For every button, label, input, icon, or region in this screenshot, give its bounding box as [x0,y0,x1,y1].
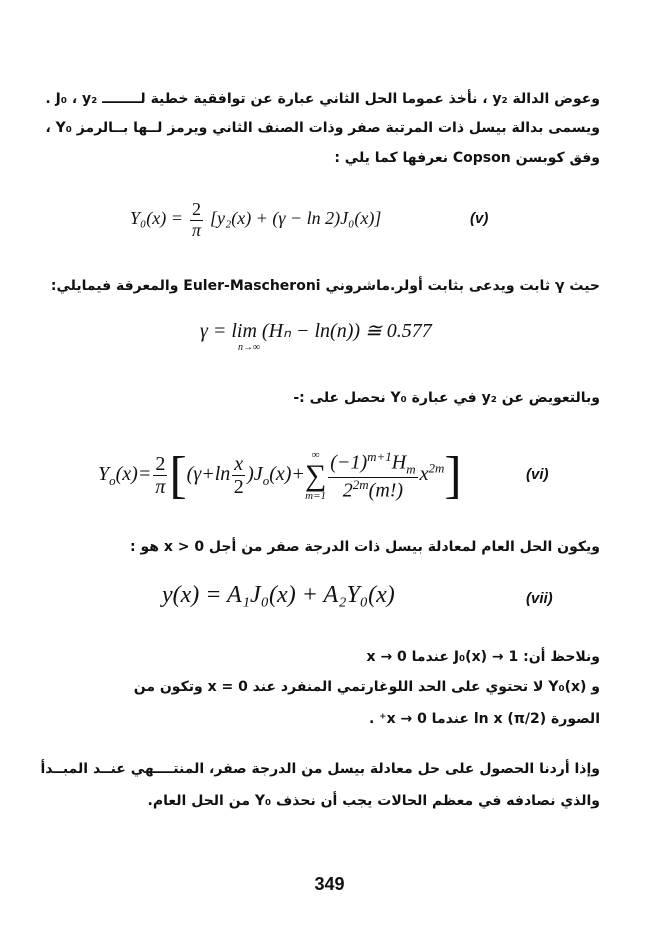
equation-vii-formula: y(x) = A₁J₀(x) + A₂Y₀(x) [162,582,395,608]
paragraph-2: حيث γ ثابت ويدعى بثابت أولر.ماشروني Euler-Mascheroni والمعرفة فيمايلي: [50,278,600,294]
paragraph-1-line-1: وعوض الدالة y₂ ، نأخذ عموما الحل الثاني عبارة عن توافقية خطية لــــــــ J₀ ، y₂ . [45,91,600,107]
equation-vi-label: (vi) [526,466,549,483]
equation-gamma-limit: n→∞ [238,342,261,353]
paragraph-3: وبالتعويض عن y₂ في عبارة Y₀ نحصل على :- [293,390,600,406]
equation-v-rhs: [y₂(x) + (γ − ln 2)J₀(x)] [210,208,382,228]
paragraph-4: ويكون الحل العام لمعادلة بيسل ذات الدرجة صفر من أجل x > 0 هو : [129,539,600,555]
paragraph-6-line-1: وإذا أردنا الحصول على حل معادلة بيسل من الدرجة صفر، المنتــــهي عنــد المبــدأ [40,761,600,777]
equation-vi-formula: $Y_o(x)=$ $\frac{2}{\pi}$ [(γ+ln $\frac{x}{2}$ )$J_o(x)+\infty$ ∑ m=1 $\frac{(-1)^{m+1}H_m}{2^{2m}(m!)}$ $x^{2m}$] [98,447,462,504]
equation-v-fraction: $\frac{2}{\pi}$ [191,199,202,240]
paragraph-1-line-3: وفق كوبسن Copson نعرفها كما يلي : [334,150,600,166]
equation-vi [0,432,659,512]
paragraph-5-line-1: ونلاحظ أن: J₀(x) → 1 عندما x → 0 [366,649,600,665]
equation-v-label: (v) [470,210,489,227]
equation-gamma-text: γ = lim (Hₙ − ln(n)) ≅ 0.577 [200,320,432,342]
equation-v-lhs: Y₀(x) = [130,208,183,228]
equation-vii-label: (vii) [526,590,553,607]
paragraph-5-line-3: الصورة (2/π) ln x عندما x → 0⁺ . [368,711,600,727]
page-number: 349 [314,874,345,894]
paragraph-6-line-2: والذي نصادفه في معظم الحالات يجب أن نحذف Y₀ من الحل العام. [147,793,600,809]
paragraph-1-line-2: ويسمى بدالة بيسل ذات المرتبة صفر وذات الصنف الثاني ويرمز لــها بــالرمز Y₀ ، [45,120,600,136]
paragraph-5-line-2: و Y₀(x) لا تحتوي على الحد اللوغارتمي المنفرد عند x = 0 وتكون من [133,679,600,695]
